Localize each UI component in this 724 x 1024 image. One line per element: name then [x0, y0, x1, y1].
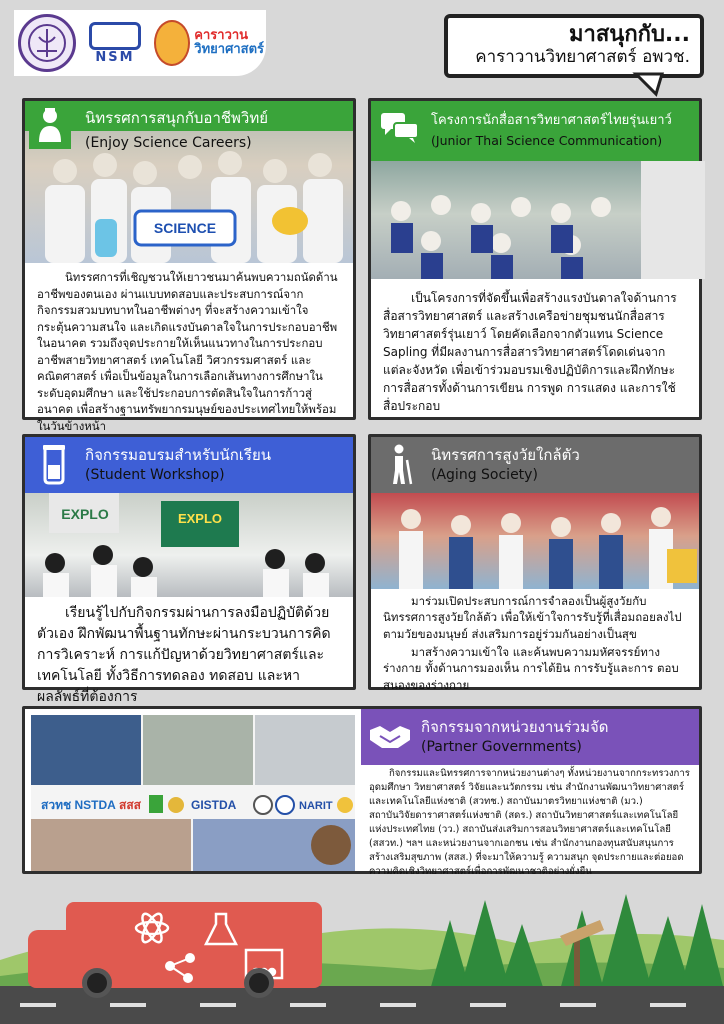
speech-tail-icon	[636, 74, 662, 94]
road-dash	[470, 1003, 506, 1007]
svg-text:EXPLO: EXPLO	[177, 511, 223, 526]
aging-paragraph-2: มาสร้างความเข้าใจ และค้นพบความมหัศจรรย์ทางร่างกาย ทั้งด้านการมองเห็น การได้ยิน การรับรู้และการ ตอบสนองของร่างกาย	[383, 644, 679, 692]
truck-wheel	[244, 968, 274, 998]
road-dash	[560, 1003, 596, 1007]
junior-title-th: โครงการนักสื่อสารวิทยาศาสตร์ไทยรุ่นเยาว์	[431, 113, 672, 128]
thaihealth-logo-text: สสส	[119, 798, 141, 812]
atom-icon	[136, 911, 168, 945]
card-junior-science-communication	[368, 98, 702, 420]
partner-paragraph: กิจกรรมและนิทรรศการจากหน่วยงานต่างๆ ทั้งหน่วยงานจากกระทรวงการอุดมศึกษา วิทยาศาสตร์ วิจัยและนวัตกรรม เช่น สำนักงานพัฒนาวิทยาศาสตร์และเทคโนโลยีแห่งชาติ (สวทช.) สถาบันมาตรวิทยาแห่งชาติ (มว.) สถาบันวิจัยดาราศาสตร์แห่งชาติ (สดร.) สถาบันวิทยาศาสตร์และเทคโนโลยีแห่งประเทศไทย (วว.) สถาบันส่งเสริมการสอนวิทยาศาสตร์และเทคโนโลยี (สสวท.) ฯลฯ และหน่วยงานจากเอกชน เช่น สำนักงานกองทุนสนับสนุนการสร้างเสริมสุขภาพ (สสส.) ที่จะมาให้ความรู้ ความสนุก จุดประกายและต่อยอดความคิดเชิงวิทยาศาสตร์เพื่อการพัฒนาชาติอย่างยั่งยืน	[369, 768, 690, 877]
beaker-icon	[33, 443, 75, 485]
handshake-icon	[369, 715, 411, 757]
workshop-title-th: กิจกรรมอบรมสำหรับนักเรียน	[85, 446, 272, 464]
partner-description	[361, 767, 699, 879]
enjoy-paragraph: นิทรรศการที่เชิญชวนให้เยาวชนมาค้นพบความถนัดด้านอาชีพของตนเอง ผ่านแบบทดสอบและประสบการณ์จากกิจกรรมสวมบทบาทในอาชีพต่างๆ ที่จะสร้างความเข้าใจ กระตุ้นความสนใจ และเกิดแรงบันดาลใจในการประกอบอาชีพในอนาคต รวมถึงจุดประกายให้เห็นแนวทางในการประกอบอาชีพสายวิทยาศาสตร์ เทคโนโลยี วิศวกรรมศาสตร์ และคณิตศาสตร์ เพื่อเป็นข้อมูลในการเลือกเส้นทางการศึกษาในระดับอุดมศึกษา และใช้ประกอบการตัดสินใจในการก้าวสู่อนาคต เพื่อสร้างฐานทรัพยากรมนุษย์ของประเทศไทยให้พร้อมในวันข้างหน้า	[37, 270, 338, 433]
ministry-seal-logo	[18, 14, 76, 72]
workshop-illustration	[25, 493, 359, 597]
enjoy-header	[25, 101, 353, 155]
road-dash	[650, 1003, 686, 1007]
card-partner-governments	[22, 706, 702, 877]
science-caravan-logo	[154, 15, 264, 71]
partner-photo-collage	[31, 715, 355, 871]
workshop-paragraph: เรียนรู้ไปกับกิจกรรมผ่านการลงมือปฏิบัติด้วยตัวเอง ฝึกพัฒนาพื้นฐานทักษะผ่านกระบวนการคิด การวิเคราะห์ การแก้ปัญหาด้วยวิทยาศาสตร์และเทคโนโลยี ทั้งวิธีการทดลอง ทดสอบ และหาผลลัพธ์ที่ต้องการ	[37, 605, 331, 705]
svg-text:EXPLO: EXPLO	[61, 506, 109, 522]
road-dash	[380, 1003, 416, 1007]
aging-description	[371, 593, 699, 693]
partner-title-th: กิจกรรมจากหน่วยงานร่วมจัด	[421, 718, 609, 736]
page-title-line-2: คาราวานวิทยาศาสตร์ อพวช.	[475, 47, 690, 68]
enjoy-title-th: นิทรรศการสนุกกับอาชีพวิทย์	[85, 109, 269, 127]
page-title-line-1: มาสนุกกับ...	[569, 22, 690, 47]
aging-title-en: (Aging Society)	[431, 467, 538, 483]
caravan-kids-mascot	[154, 20, 190, 66]
nsm-logo-text: NSM	[95, 49, 135, 65]
road-dash	[200, 1003, 236, 1007]
enjoy-description	[25, 269, 353, 434]
svg-text:SCIENCE: SCIENCE	[153, 220, 217, 236]
junior-title-en: (Junior Thai Science Communication)	[431, 133, 663, 148]
flask-icon	[206, 914, 236, 944]
road-dash	[20, 1003, 56, 1007]
aging-illustration	[371, 493, 705, 589]
partner-collage-illustration	[31, 715, 355, 871]
partner-header	[361, 709, 699, 765]
narit-logo-text: NARIT	[299, 800, 333, 812]
aging-header	[371, 437, 699, 493]
road-dash	[110, 1003, 146, 1007]
workshop-photo	[25, 493, 353, 597]
card-enjoy-science-careers	[22, 98, 356, 433]
page-title-box	[444, 14, 704, 78]
nsm-logo	[82, 17, 148, 69]
logo-strip	[14, 10, 266, 76]
junior-header	[371, 101, 699, 161]
junior-photo	[371, 161, 699, 279]
aging-title-th: นิทรรศการสูงวัยใกล้ตัว	[431, 446, 580, 464]
road-dash	[290, 1003, 326, 1007]
molecule-icon	[165, 953, 195, 983]
junior-description	[371, 289, 699, 415]
group-photo-illustration	[371, 161, 705, 279]
gistda-logo-text: GISTDA	[191, 798, 237, 812]
card-student-workshop	[22, 434, 356, 705]
caravan-word-2: วิทยาศาสตร์	[194, 42, 264, 57]
elderly-walking-icon	[379, 443, 421, 485]
nsm-mark	[89, 22, 141, 50]
truck-wheel	[82, 968, 112, 998]
aging-photo	[371, 493, 699, 589]
card-aging-society	[368, 434, 702, 690]
nstda-logo-text: สวทช NSTDA	[41, 798, 116, 812]
caravan-word-1: คาราวาน	[194, 28, 249, 44]
workshop-header	[25, 437, 353, 493]
workshop-description	[25, 603, 353, 708]
speech-bubbles-icon	[379, 107, 421, 149]
junior-paragraph: เป็นโครงการที่จัดขึ้นเพื่อสร้างแรงบันดาลใจด้านการสื่อสารวิทยาศาสตร์ และสร้างเครือข่ายชุมชนนักสื่อสารวิทยาศาสตร์รุ่นเยาว์ โดยคัดเลือกจากตัวแทน Science Sapling ที่มีผลงานการสื่อสารวิทยาศาสตร์โดดเด่นจากแต่ละจังหวัด เพื่อเข้าร่วมอบรมเชิงปฏิบัติการและฝึกทักษะการสื่อสารทั้งด้านการเขียน การพูด การแสดง และการใช้สื่อประกอบ	[383, 291, 677, 413]
scientist-icon	[29, 101, 71, 149]
enjoy-title-en: (Enjoy Science Careers)	[85, 135, 252, 151]
aging-paragraph-1: มาร่วมเปิดประสบการณ์การจำลองเป็นผู้สูงวัยกับ นิทรรศการสูงวัยใกล้ตัว เพื่อให้เข้าใจการรับรู้ที่เสื่อมถอยลงไปตามวัยของมนุษย์ ส่งเสริมการอยู่ร่วมกันอย่างเป็นสุข	[383, 594, 682, 641]
workshop-title-en: (Student Workshop)	[85, 467, 225, 483]
partner-title-en: (Partner Governments)	[421, 739, 582, 755]
